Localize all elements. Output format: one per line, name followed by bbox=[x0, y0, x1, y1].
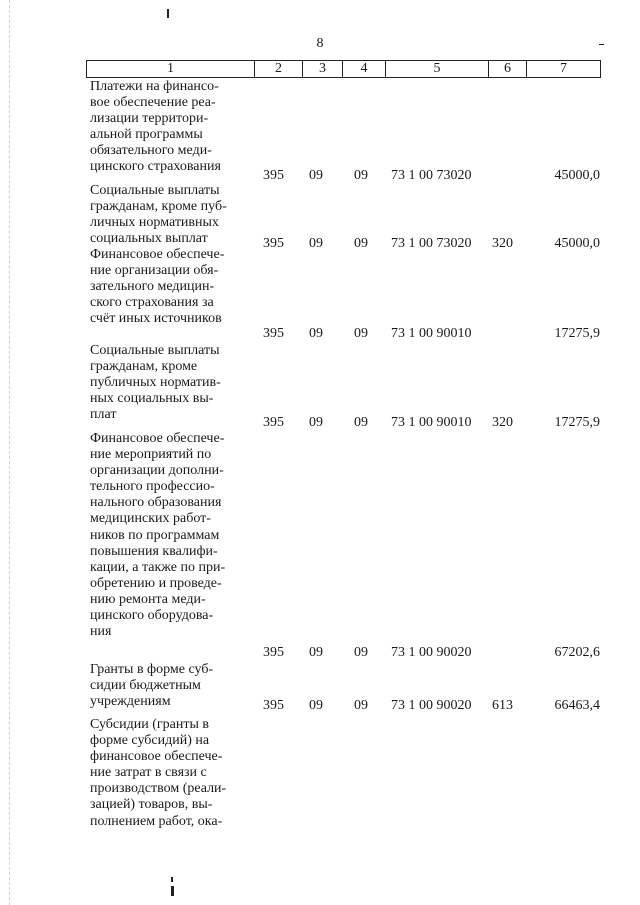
row-name: Финансовое обеспече- ние организации обя- зательного медицин- ского страхования за счёт иных источников bbox=[90, 247, 225, 327]
row-pr: 09 bbox=[354, 168, 368, 183]
row-pr: 09 bbox=[354, 698, 368, 713]
row-pr: 09 bbox=[354, 326, 368, 341]
row-name: Гранты в форме суб- сидии бюджетным учреждениям bbox=[90, 662, 214, 710]
row-ved: 395 bbox=[263, 698, 284, 713]
row-pr: 09 bbox=[354, 415, 368, 430]
row-ved: 395 bbox=[263, 415, 284, 430]
page-number: 8 bbox=[316, 36, 324, 51]
row-name: Финансовое обеспече- ние мероприятий по организации дополни- тельного профессио- нального образования медицинских работ- ников по программам повышения квалифи- кации, а также по при- обретению и проведе- нию ремонта меди- цинского оборудова- ния bbox=[90, 431, 226, 640]
row-name: Платежи на финансо- вое обеспечение реа- лизации территори- альной программы обязательного меди- цинского страхования bbox=[90, 79, 221, 175]
row-csr: 73 1 00 90020 bbox=[391, 698, 472, 713]
row-pr: 09 bbox=[354, 645, 368, 660]
row-rz: 09 bbox=[309, 236, 323, 251]
row-sum: 17275,9 bbox=[554, 415, 600, 430]
row-rz: 09 bbox=[309, 326, 323, 341]
row-csr: 73 1 00 90010 bbox=[391, 415, 472, 430]
row-ved: 395 bbox=[263, 236, 284, 251]
row-name: Социальные выплаты гражданам, кроме публичных норматив- ных социальных вы- плат bbox=[90, 343, 221, 423]
row-ved: 395 bbox=[263, 326, 284, 341]
row-csr: 73 1 00 90010 bbox=[391, 326, 472, 341]
row-sum: 67202,6 bbox=[554, 645, 600, 660]
row-name: Субсидии (гранты в форме субсидий) на финансовое обеспече- ние затрат в связи с производством (реали- зацией) товаров, вы- полнением работ, ока- bbox=[90, 717, 227, 829]
row-rz: 09 bbox=[309, 415, 323, 430]
row-rz: 09 bbox=[309, 168, 323, 183]
row-pr: 09 bbox=[354, 236, 368, 251]
row-csr: 73 1 00 73020 bbox=[391, 236, 472, 251]
header-col-2: 2 bbox=[255, 61, 303, 78]
header-col-4: 4 bbox=[343, 61, 386, 78]
row-sum: 17275,9 bbox=[554, 326, 600, 341]
row-vr: 320 bbox=[492, 236, 513, 251]
header-col-6: 6 bbox=[489, 61, 527, 78]
row-sum: 66463,4 bbox=[554, 698, 600, 713]
row-sum: 45000,0 bbox=[554, 168, 600, 183]
row-csr: 73 1 00 90020 bbox=[391, 645, 472, 660]
row-ved: 395 bbox=[263, 645, 284, 660]
row-vr: 320 bbox=[492, 415, 513, 430]
row-csr: 73 1 00 73020 bbox=[391, 168, 472, 183]
column-header-table bbox=[86, 60, 601, 78]
header-col-5: 5 bbox=[386, 61, 489, 78]
scan-mark bbox=[171, 886, 174, 896]
header-col-7: 7 bbox=[527, 61, 601, 78]
scan-mark bbox=[167, 9, 169, 18]
row-vr: 613 bbox=[492, 698, 513, 713]
row-sum: 45000,0 bbox=[554, 236, 600, 251]
scan-mark bbox=[171, 877, 173, 882]
header-col-3: 3 bbox=[303, 61, 343, 78]
row-rz: 09 bbox=[309, 698, 323, 713]
row-ved: 395 bbox=[263, 168, 284, 183]
header-col-1: 1 bbox=[87, 61, 255, 78]
row-name: Социальные выплаты гражданам, кроме пуб- личных нормативных социальных выплат bbox=[90, 183, 227, 247]
row-rz: 09 bbox=[309, 645, 323, 660]
margin-line bbox=[9, 0, 10, 905]
